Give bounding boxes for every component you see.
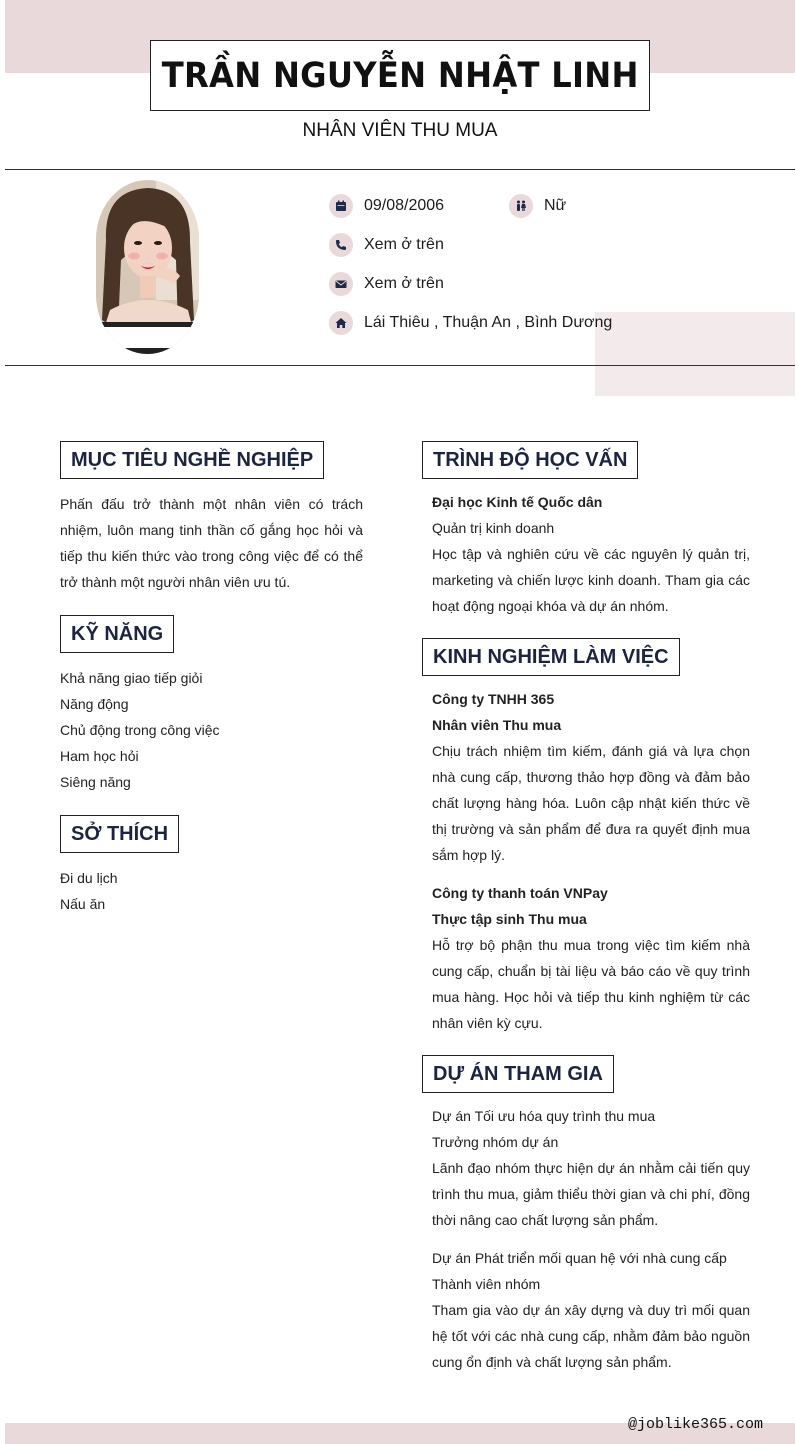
project-description: Lãnh đạo nhóm thực hiện dự án nhằm cải tiến quy trình thu mua, giảm thiểu thời gian và chi phí, đồng thời nâng cao chất lượng sản phẩm. bbox=[432, 1160, 750, 1228]
job-position: Nhân viên Thu mua bbox=[432, 717, 562, 733]
candidate-name: TRẦN NGUYỄN NHẬT LINH bbox=[161, 55, 639, 96]
project-role: Trưởng nhóm dự án bbox=[432, 1134, 559, 1150]
job-description: Chịu trách nhiệm tìm kiếm, đánh giá và lựa chọn nhà cung cấp, thương thảo hợp đồng và đảm bảo chất lượng hàng hóa. Luôn cập nhật kiến thức về thị trường và sản phẩm để đưa ra quyết định mua sắm hợp lý. bbox=[432, 743, 750, 863]
objective-text: Phấn đấu trở thành một nhân viên có trách nhiệm, luôn mang tinh thần cố gắng học hỏi và tiếp thu kiến thức vào trong công việc để có thể trở thành một người nhân viên ưu tú. bbox=[60, 496, 363, 590]
skills-heading: KỸ NĂNG bbox=[60, 615, 174, 653]
project-description: Tham gia vào dự án xây dựng và duy trì mối quan hệ tốt với các nhà cung cấp, nhằm đảm bảo nguồn cung ổn định và chất lượng sản phẩm. bbox=[432, 1302, 750, 1370]
project-name: Dự án Tối ưu hóa quy trình thu mua bbox=[432, 1108, 656, 1124]
education-school: Đại học Kinh tế Quốc dân bbox=[432, 494, 603, 510]
objective-heading: MỤC TIÊU NGHỀ NGHIỆP bbox=[60, 441, 324, 479]
education-major: Quản trị kinh doanh bbox=[432, 520, 555, 536]
address-value: Lái Thiêu , Thuận An , Bình Dương bbox=[364, 314, 613, 331]
job-title: NHÂN VIÊN THU MUA bbox=[302, 120, 498, 141]
phone-value: Xem ở trên bbox=[364, 236, 444, 253]
job-company: Công ty TNHH 365 bbox=[432, 691, 555, 707]
hobbies-list bbox=[60, 865, 118, 917]
education-block bbox=[432, 489, 750, 619]
project-role: Thành viên nhóm bbox=[432, 1276, 541, 1292]
info-dob bbox=[329, 194, 444, 218]
info-address bbox=[329, 311, 612, 335]
skill-item: Năng động bbox=[60, 696, 129, 712]
side-accent-block bbox=[595, 312, 795, 396]
gender-value: Nữ bbox=[544, 197, 567, 214]
watermark-link[interactable]: @joblike365.com bbox=[627, 1416, 763, 1433]
header-divider-top bbox=[5, 169, 795, 170]
skill-item: Siêng năng bbox=[60, 774, 131, 790]
calendar-icon bbox=[329, 194, 353, 218]
skill-item: Khả năng giao tiếp giỏi bbox=[60, 670, 203, 686]
job-description: Hỗ trợ bộ phận thu mua trong việc tìm kiếm nhà cung cấp, chuẩn bị tài liệu và báo cáo về quy trình mua hàng. Học hỏi và tiếp thu kinh nghiệm từ các nhân viên kỳ cựu. bbox=[432, 937, 750, 1031]
job-company: Công ty thanh toán VNPay bbox=[432, 885, 608, 901]
job-position: Thực tập sinh Thu mua bbox=[432, 911, 587, 927]
name-box bbox=[150, 40, 650, 111]
skill-item: Ham học hỏi bbox=[60, 748, 139, 764]
profile-photo bbox=[96, 180, 199, 354]
gender-icon bbox=[509, 194, 533, 218]
info-gender bbox=[509, 194, 566, 218]
header-divider-bottom bbox=[5, 365, 795, 366]
project-item bbox=[432, 1103, 750, 1233]
skill-item: Chủ động trong công việc bbox=[60, 722, 220, 738]
info-phone bbox=[329, 233, 444, 257]
project-item bbox=[432, 1245, 750, 1375]
phone-icon bbox=[329, 233, 353, 257]
hobbies-heading: SỞ THÍCH bbox=[60, 815, 179, 853]
experience-job bbox=[432, 880, 750, 1036]
experience-job bbox=[432, 686, 750, 868]
portrait-illustration bbox=[96, 180, 199, 354]
education-description: Học tập và nghiên cứu về các nguyên lý quản trị, marketing và chiến lược kinh doanh. Tham gia các hoạt động ngoại khóa và dự án nhóm. bbox=[432, 546, 750, 614]
dob-value: 09/08/2006 bbox=[364, 197, 445, 214]
home-icon bbox=[329, 311, 353, 335]
hobby-item: Đi du lịch bbox=[60, 870, 118, 886]
email-value: Xem ở trên bbox=[364, 275, 444, 292]
email-icon bbox=[329, 272, 353, 296]
projects-heading: DỰ ÁN THAM GIA bbox=[422, 1055, 614, 1093]
experience-heading: KINH NGHIỆM LÀM VIỆC bbox=[422, 638, 680, 676]
education-heading: TRÌNH ĐỘ HỌC VẤN bbox=[422, 441, 638, 479]
hobby-item: Nấu ăn bbox=[60, 896, 106, 912]
project-name: Dự án Phát triển mối quan hệ với nhà cung cấp bbox=[432, 1250, 727, 1266]
skills-list bbox=[60, 665, 220, 795]
info-email bbox=[329, 272, 444, 296]
